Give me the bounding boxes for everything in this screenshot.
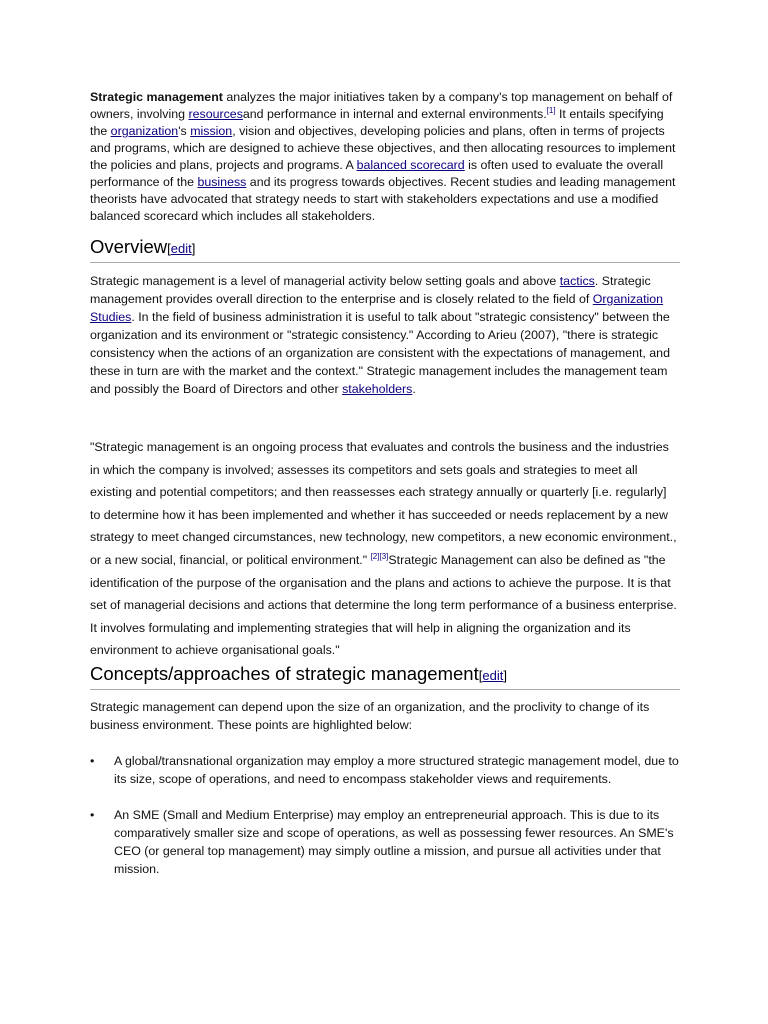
bullet-icon: • bbox=[90, 754, 95, 768]
concepts-paragraph: Strategic management can depend upon the size of an organization, and the proclivity to change of its business environment. These points are highlighted below: bbox=[90, 700, 650, 732]
intro-paragraph: Strategic management analyzes the major initiatives taken by a company's top management on behalf of owners, involving resourcesand performance in internal and external environments.[1] It entails specifying the organization's mission, vision and objectives, developing policies and plans, often in terms of projects and programs, which are designed to achieve these objectives, and then allocating resources to implement the policies and plans, projects and programs. A balanced scorecard is often used to evaluate the overall performance of the business and its progress towards objectives. Recent studies and leading management theorists have advocated that strategy needs to start with stakeholders expectations and use a modified balanced scorecard which includes all stakeholders. bbox=[90, 90, 676, 223]
link-mission[interactable]: mission bbox=[190, 124, 233, 138]
bullet-list-1 bbox=[90, 752, 680, 788]
link-business[interactable]: business bbox=[197, 175, 247, 189]
link-organization[interactable]: organization bbox=[110, 124, 179, 138]
edit-concepts-link[interactable]: edit bbox=[482, 668, 504, 683]
edit-overview-link[interactable]: edit bbox=[170, 241, 192, 256]
bullet-list-2 bbox=[90, 806, 680, 878]
link-stakeholders[interactable]: stakeholders bbox=[342, 382, 413, 396]
heading-overview: Overview[edit] bbox=[90, 236, 680, 263]
ref-3[interactable]: [3] bbox=[379, 551, 389, 561]
bullet-icon: • bbox=[90, 808, 95, 822]
link-tactics[interactable]: tactics bbox=[559, 274, 595, 288]
link-organization-studies[interactable]: Organization Studies bbox=[90, 292, 664, 324]
list-item: • An SME (Small and Medium Enterprise) may employ an entrepreneurial approach. This is due to its comparatively smaller size and scope of operations, as well as possessing fewer resources. An SME's CEO (or general top management) may simply outline a mission, and pursue all activities under that mission. bbox=[90, 808, 674, 876]
quote-paragraph: "Strategic management is an ongoing process that evaluates and controls the business and the industries in which the company is involved; assesses its competitors and sets goals and strategies to meet all existing and potential competitors; and then reassesses each strategy annually or quarterly [i.e. regularly] to determine how it has been implemented and whether it has succeeded or needs replacement by a new strategy to meet changed circumstances, new technology, new competitors, a new economic environment., or a new social, financial, or political environment." [2][3]Strategic Management can also be defined as "the identification of the purpose of the organisation and the plans and actions to achieve the purpose. It is that set of managerial decisions and actions that determine the long term performance of a business enterprise. It involves formulating and implementing strategies that will help in aligning the organization and its environment to achieve organisational goals." bbox=[90, 440, 677, 658]
ref-1[interactable]: [1] bbox=[546, 105, 556, 115]
overview-paragraph: Strategic management is a level of managerial activity below setting goals and above tactics. Strategic management provides overall direction to the enterprise and is closely related to the field of Organization Studies. In the field of business administration it is useful to talk about "strategic consistency" between the organization and its environment or "strategic consistency." According to Arieu (2007), "there is strategic consistency when the actions of an organization are consistent with the expectations of management, and these in turn are with the market and the context." Strategic management includes the management team and possibly the Board of Directors and other stakeholders. bbox=[90, 274, 670, 396]
link-balanced-scorecard[interactable]: balanced scorecard bbox=[356, 158, 465, 172]
heading-concepts: Concepts/approaches of strategic management[edit] bbox=[90, 663, 680, 690]
intro-term: Strategic management bbox=[90, 90, 223, 104]
list-item: • A global/transnational organization may employ a more structured strategic management model, due to its size, scope of operations, and need to encompass stakeholder views and requirements. bbox=[90, 754, 679, 786]
ref-2[interactable]: [2] bbox=[370, 551, 380, 561]
link-resources[interactable]: resources bbox=[188, 107, 243, 121]
